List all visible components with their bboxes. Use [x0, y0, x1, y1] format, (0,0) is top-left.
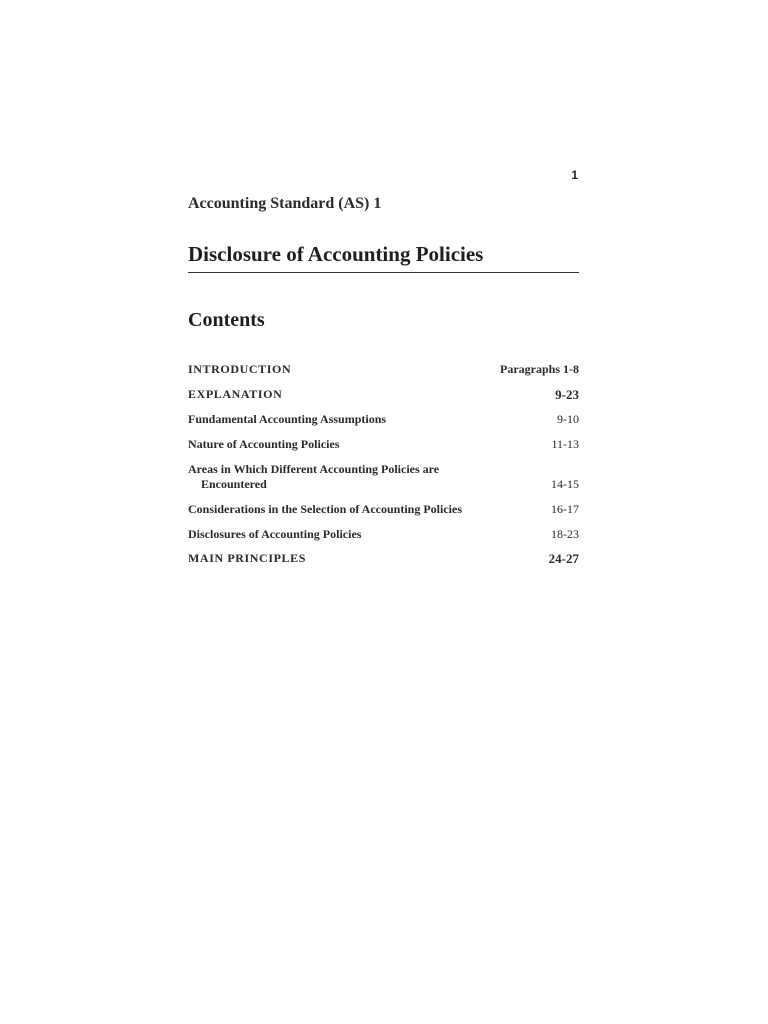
- toc-entry-label: EXPLANATION: [188, 387, 283, 401]
- toc-entry-paragraphs: 9-10: [557, 412, 579, 426]
- toc-entry-label-line1: Areas in Which Different Accounting Policies are: [188, 462, 440, 476]
- toc-entry-disclosures-policies[interactable]: [188, 527, 579, 542]
- page-number: 1: [571, 168, 578, 182]
- toc-entry-explanation[interactable]: [188, 387, 579, 402]
- toc-entry-paragraphs: Paragraphs 1-8: [500, 362, 579, 376]
- toc-entry-label: Disclosures of Accounting Policies: [188, 527, 362, 541]
- toc-entry-paragraphs: 11-13: [551, 437, 579, 451]
- toc-entry-main-principles[interactable]: [188, 551, 579, 566]
- toc-entry-paragraphs: 14-15: [551, 477, 579, 491]
- standard-label: Accounting Standard (AS) 1: [188, 195, 382, 212]
- toc-entry-considerations-selection[interactable]: [188, 502, 579, 517]
- toc-entry-label: MAIN PRINCIPLES: [188, 551, 307, 565]
- table-of-contents: [188, 362, 579, 566]
- toc-entry-areas-different-policies[interactable]: [188, 462, 579, 492]
- toc-entry-label: Fundamental Accounting Assumptions: [188, 412, 387, 426]
- toc-entry-label: [188, 462, 579, 492]
- toc-entry-paragraphs: 24-27: [548, 551, 579, 566]
- toc-entry-label: Considerations in the Selection of Accounting Policies: [188, 502, 462, 516]
- toc-entry-nature-of-policies[interactable]: [188, 437, 579, 452]
- toc-entry-label: Nature of Accounting Policies: [188, 437, 340, 451]
- document-title: Disclosure of Accounting Policies: [188, 242, 579, 273]
- toc-entry-paragraphs: 9-23: [555, 387, 579, 402]
- toc-entry-paragraphs: 18-23: [551, 527, 579, 541]
- toc-entry-label: INTRODUCTION: [188, 362, 292, 376]
- toc-entry-label-line2: Encountered: [201, 477, 267, 491]
- toc-entry-paragraphs: 16-17: [551, 502, 579, 516]
- toc-entry-fundamental-assumptions[interactable]: [188, 412, 579, 427]
- toc-entry-introduction[interactable]: [188, 362, 579, 377]
- contents-heading: Contents: [188, 309, 265, 331]
